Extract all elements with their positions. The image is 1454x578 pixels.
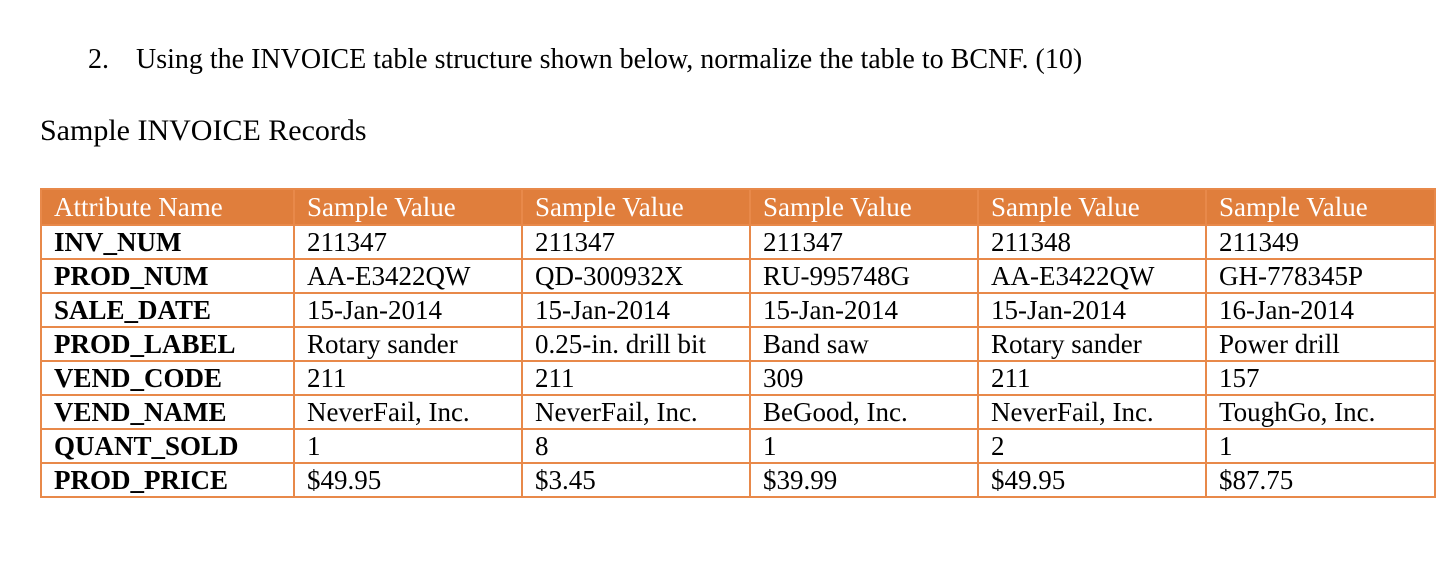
sample-value-cell: ToughGo, Inc. [1206,395,1435,429]
sample-value-cell: Power drill [1206,327,1435,361]
sample-value-cell: RU-995748G [750,259,978,293]
table-row [41,361,1435,395]
sample-value-cell: 211 [522,361,750,395]
sample-value-cell: 309 [750,361,978,395]
sample-value-cell: 1 [1206,429,1435,463]
sample-value-cell: 1 [750,429,978,463]
attribute-name-cell: VEND_NAME [41,395,294,429]
sample-value-cell: QD-300932X [522,259,750,293]
header-cell: Sample Value [978,189,1206,225]
table-row [41,429,1435,463]
header-cell: Sample Value [294,189,522,225]
sample-value-cell: 15-Jan-2014 [522,293,750,327]
question-number: 2. [88,44,109,75]
sample-value-cell: 211347 [750,225,978,259]
sample-value-cell: AA-E3422QW [978,259,1206,293]
attribute-name-cell: SALE_DATE [41,293,294,327]
sample-value-cell: 15-Jan-2014 [978,293,1206,327]
sample-value-cell: $49.95 [978,463,1206,497]
attribute-name-cell: VEND_CODE [41,361,294,395]
sample-value-cell: BeGood, Inc. [750,395,978,429]
table-row [41,259,1435,293]
table-row [41,463,1435,497]
sample-value-cell: 0.25-in. drill bit [522,327,750,361]
attribute-name-cell: QUANT_SOLD [41,429,294,463]
header-cell: Sample Value [522,189,750,225]
sample-value-cell: 1 [294,429,522,463]
table-row [41,327,1435,361]
sample-value-cell: Band saw [750,327,978,361]
sample-value-cell: Rotary sander [294,327,522,361]
sample-value-cell: NeverFail, Inc. [294,395,522,429]
sample-value-cell: 211347 [522,225,750,259]
table-header-row [41,189,1435,225]
sample-value-cell: 15-Jan-2014 [750,293,978,327]
sample-value-cell: 16-Jan-2014 [1206,293,1435,327]
sample-value-cell: $49.95 [294,463,522,497]
sample-value-cell: $3.45 [522,463,750,497]
sample-value-cell: 211 [978,361,1206,395]
header-cell: Sample Value [1206,189,1435,225]
sample-value-cell: NeverFail, Inc. [522,395,750,429]
sample-value-cell: $39.99 [750,463,978,497]
attribute-name-cell: PROD_PRICE [41,463,294,497]
sample-value-cell: $87.75 [1206,463,1435,497]
sample-value-cell: 211 [294,361,522,395]
sample-value-cell: GH-778345P [1206,259,1435,293]
sample-value-cell: 211348 [978,225,1206,259]
question-text-block [88,44,1082,76]
sample-value-cell: 211349 [1206,225,1435,259]
sample-value-cell: AA-E3422QW [294,259,522,293]
sample-value-cell: Rotary sander [978,327,1206,361]
attribute-name-cell: PROD_NUM [41,259,294,293]
sample-value-cell: 8 [522,429,750,463]
question-text: Using the INVOICE table structure shown below, normalize the table to BCNF. (10) [136,44,1083,75]
table-row [41,225,1435,259]
sample-value-cell: 15-Jan-2014 [294,293,522,327]
table-caption: Sample INVOICE Records [40,114,367,147]
table-row [41,293,1435,327]
table-row [41,395,1435,429]
sample-value-cell: 211347 [294,225,522,259]
sample-value-cell: 2 [978,429,1206,463]
header-cell: Sample Value [750,189,978,225]
attribute-name-cell: PROD_LABEL [41,327,294,361]
sample-value-cell: NeverFail, Inc. [978,395,1206,429]
header-cell: Attribute Name [41,189,294,225]
invoice-table [40,188,1436,498]
attribute-name-cell: INV_NUM [41,225,294,259]
sample-value-cell: 157 [1206,361,1435,395]
